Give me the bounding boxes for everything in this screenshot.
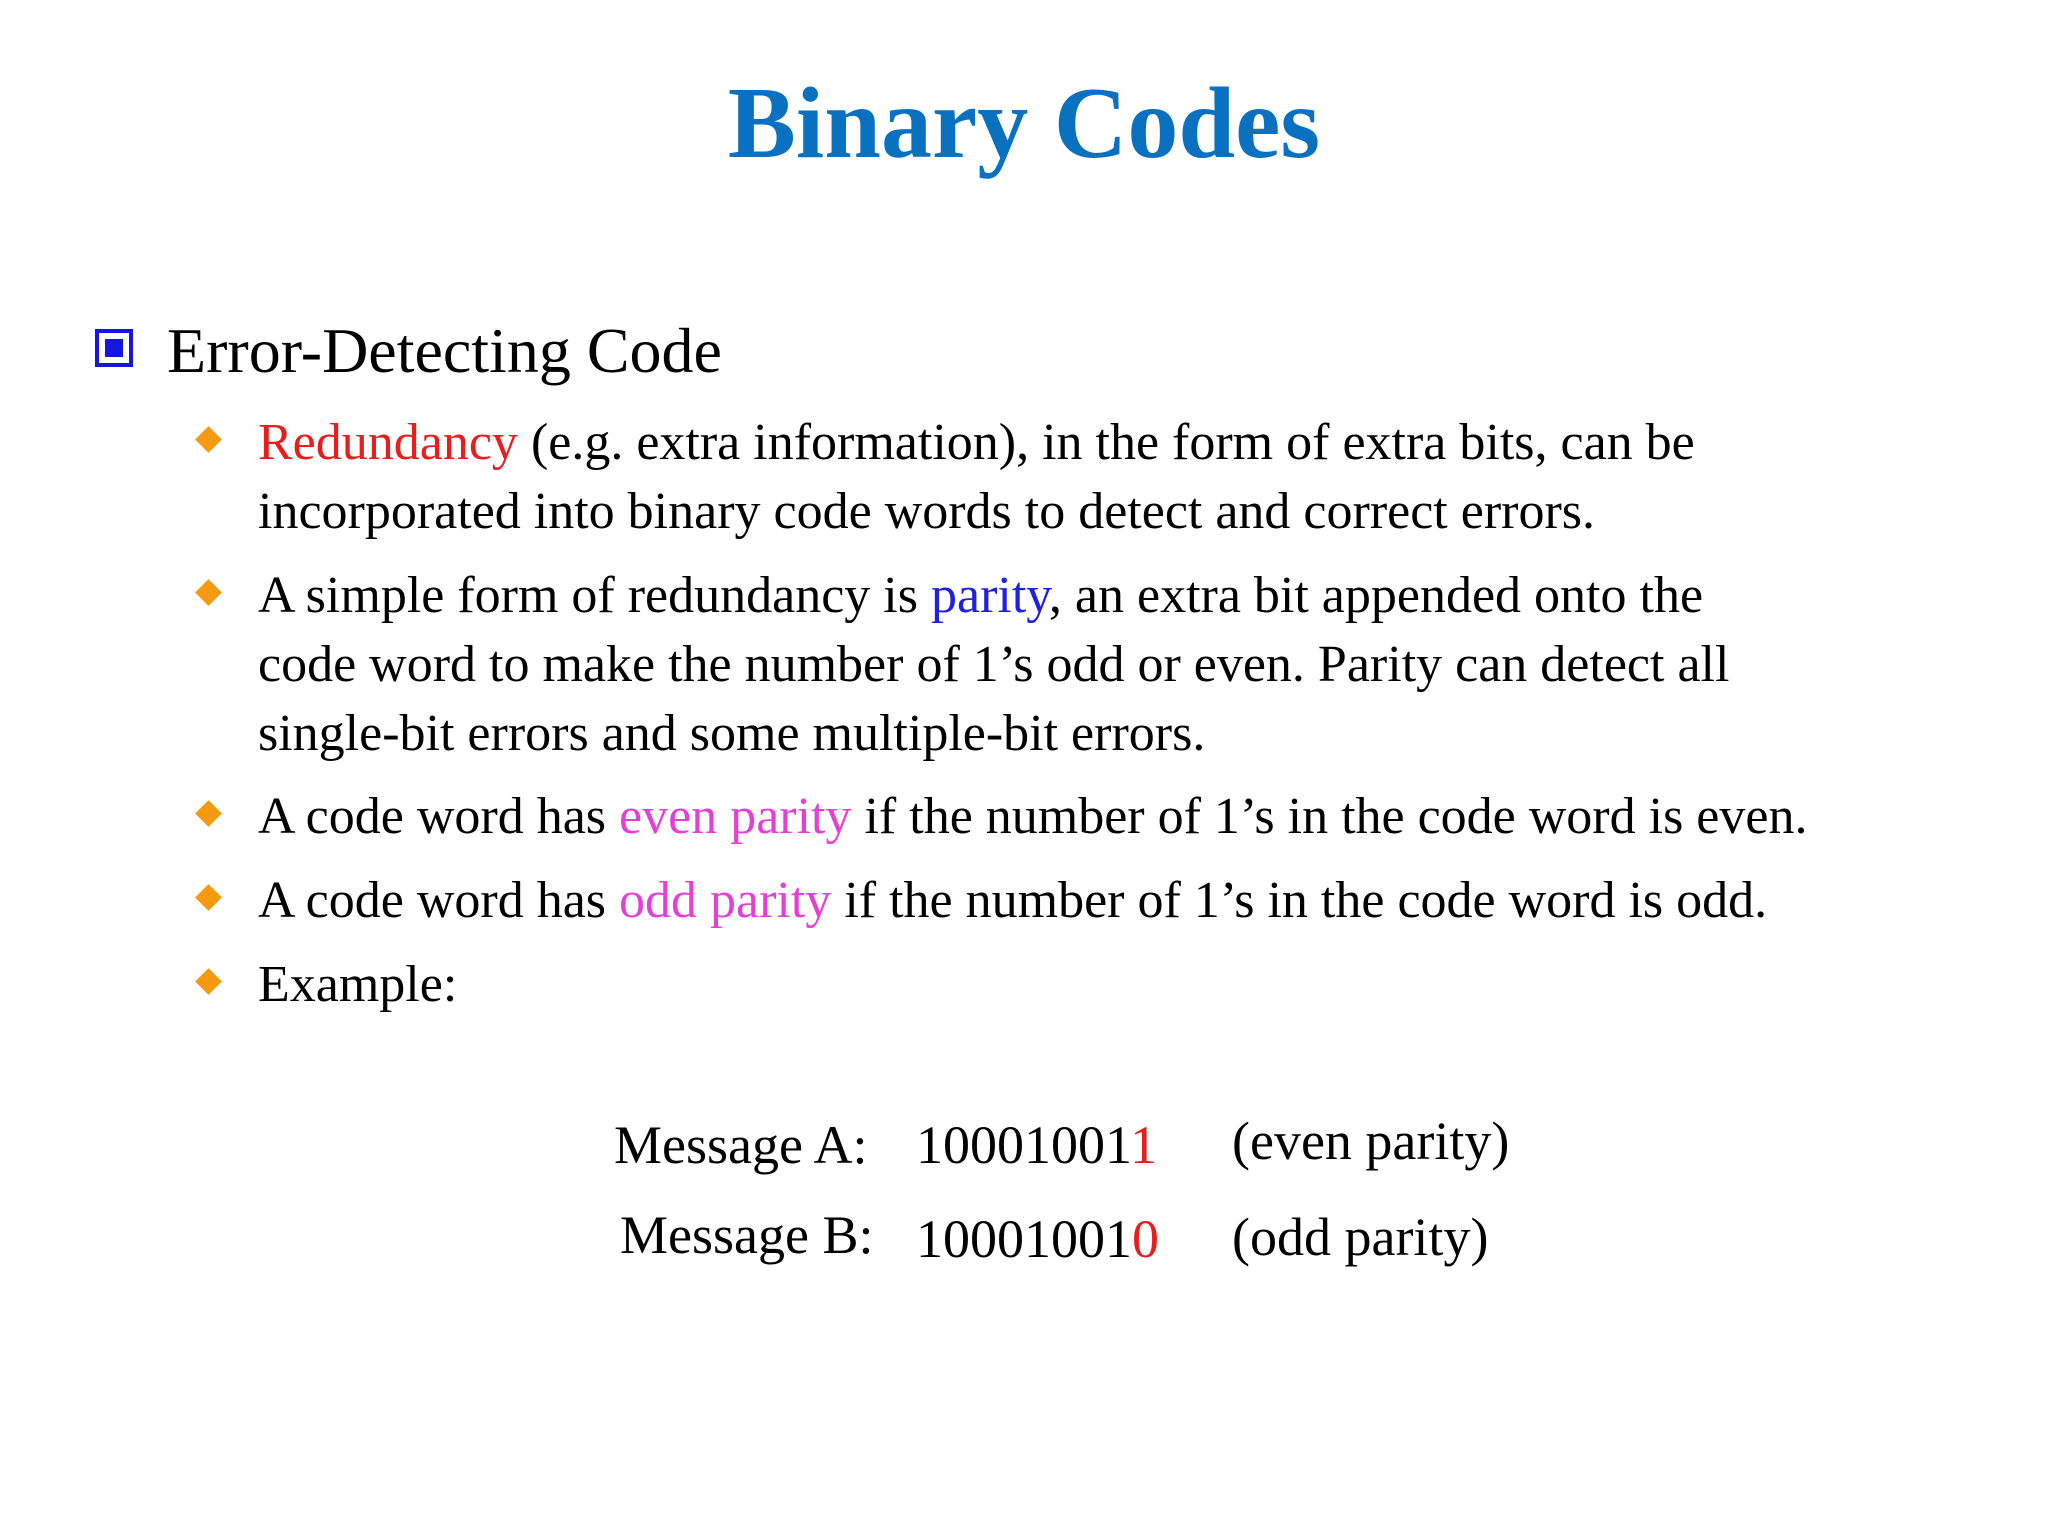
bullet-line bbox=[258, 408, 1695, 477]
bullet-line-text: A code word has bbox=[258, 872, 620, 929]
diamond-bullet-icon bbox=[195, 884, 222, 911]
message-a-bits: 10001001 bbox=[916, 1115, 1130, 1175]
square-bullet-icon bbox=[95, 329, 133, 367]
bullet-line: single-bit errors and some multiple-bit errors. bbox=[258, 705, 1206, 762]
diamond-bullet-icon bbox=[195, 800, 222, 827]
odd-parity-term: odd parity bbox=[619, 872, 832, 929]
bullet-line bbox=[258, 782, 1807, 851]
bullet-text bbox=[258, 782, 1807, 851]
heading-text: Error-Detecting Code bbox=[167, 315, 722, 386]
bullet-line-text: if the number of 1’s in the code word is even. bbox=[851, 788, 1808, 845]
bullet-line-text: (e.g. extra information), in the form of extra bits, can be bbox=[517, 414, 1695, 471]
bullet-line-text: A code word has bbox=[258, 788, 620, 845]
diamond-bullet-icon bbox=[195, 426, 222, 453]
bullet-text bbox=[258, 950, 457, 1019]
message-b-note: (odd parity) bbox=[1232, 1207, 1489, 1267]
bullet-text bbox=[258, 866, 1767, 935]
bullet-line: code word to make the number of 1’s odd or even. Parity can detect all bbox=[258, 636, 1730, 693]
diamond-bullet-icon bbox=[195, 579, 222, 606]
message-a-parity-bit: 1 bbox=[1130, 1115, 1157, 1175]
message-b-label: Message B: bbox=[620, 1205, 874, 1265]
bullet-line bbox=[258, 866, 1767, 935]
bullet-line-text: A simple form of redundancy is bbox=[258, 567, 931, 624]
slide-title: Binary Codes bbox=[727, 67, 1321, 180]
message-b-parity-bit: 0 bbox=[1132, 1209, 1159, 1269]
even-parity-term: even parity bbox=[619, 788, 852, 845]
message-b-code bbox=[916, 1206, 1159, 1272]
parity-term: parity bbox=[930, 567, 1049, 624]
message-a-code bbox=[916, 1112, 1157, 1178]
bullet-line bbox=[258, 561, 1729, 630]
heading-item bbox=[95, 312, 722, 390]
bullet-line: incorporated into binary code words to detect and correct errors. bbox=[258, 483, 1596, 540]
bullet-text bbox=[258, 561, 1729, 768]
bullet-line-text: , an extra bit appended onto the bbox=[1048, 567, 1704, 624]
bullet-line: Example: bbox=[258, 956, 458, 1013]
bullet-text bbox=[258, 408, 1695, 546]
diamond-bullet-icon bbox=[195, 968, 222, 995]
message-a-label: Message A: bbox=[614, 1115, 868, 1175]
message-a-note: (even parity) bbox=[1232, 1111, 1510, 1171]
redundancy-term: Redundancy bbox=[258, 414, 518, 471]
message-b-bits: 10001001 bbox=[916, 1209, 1132, 1269]
bullet-line-text: if the number of 1’s in the code word is odd. bbox=[831, 872, 1768, 929]
